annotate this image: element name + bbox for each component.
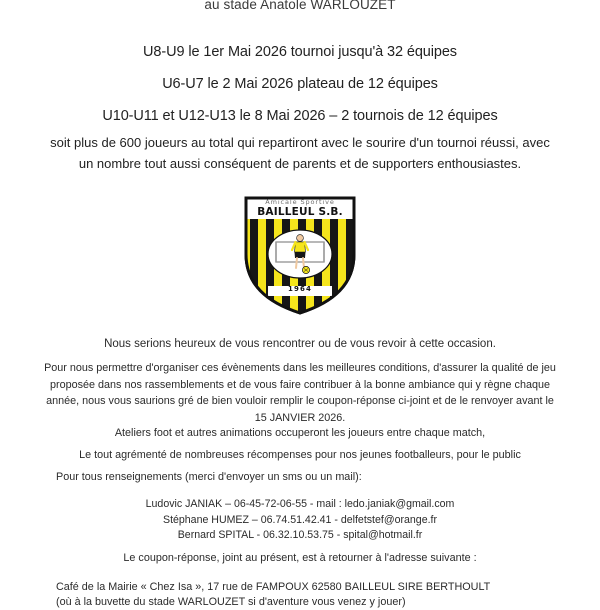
shield-icon <box>238 192 362 316</box>
club-crest-shield <box>238 192 362 316</box>
contacts-block <box>0 497 600 544</box>
tournament-dates-block <box>0 44 600 140</box>
closing-paragraph: Le coupon-réponse, joint au présent, est à retourner à l'adresse suivante : <box>123 552 477 564</box>
address-line-2: (où à la buvette du stade WARLOUZET si d'aventure vous venez y jouer) <box>56 596 406 608</box>
crest-subtitle: Amicale Sportive <box>265 198 335 206</box>
return-address <box>56 580 596 610</box>
crest-founding-year: 1964 <box>288 285 312 293</box>
summary-paragraph: soit plus de 600 joueurs au total qui repartiront avec le sourire d'un tournoi réussi, avec un nombre tout aussi conséquent de parents et de supporters enthousiastes. <box>50 135 550 171</box>
rewards-paragraph: Le tout agrémenté de nombreuses récompenses pour nos jeunes footballeurs, pour le public <box>79 449 521 461</box>
address-line-1: Café de la Mairie « Chez Isa », 17 rue de FAMPOUX 62580 BAILLEUL SIRE BERTHOULT <box>56 581 491 593</box>
contact-line: Ludovic JANIAK – 06-45-72-06-55 - mail : ledo.janiak@gmail.com <box>145 498 455 510</box>
tournament-date-line: U8-U9 le 1er Mai 2026 tournoi jusqu'à 32 équipes <box>143 44 457 60</box>
greeting-paragraph: Nous serions heureux de vous rencontrer ou de vous revoir à cette occasion. <box>104 338 496 350</box>
activities-paragraph: Ateliers foot et autres animations occuperont les joueurs entre chaque match, <box>114 427 486 439</box>
club-logo <box>0 192 600 316</box>
contact-line: Stéphane HUMEZ – 06.74.51.42.41 - delfetstef@orange.fr <box>163 513 437 526</box>
contact-line: Bernard SPITAL - 06.32.10.53.75 - spital@hotmail.fr <box>177 529 423 541</box>
request-paragraph: Pour nous permettre d'organiser ces évènements dans les meilleures conditions, d'assurer la qualité de jeu proposée dans nos rassemblements et de vous faire contribuer à la bonne ambiance qui y règne chaque année, nous vous saurions gré de bien vouloir remplir le coupon-réponse ci-joint et de le renvoyer avant le 15 JANVIER 2026. <box>44 362 556 424</box>
tournament-date-line: U10-U11 et U12-U13 le 8 Mai 2026 – 2 tournois de 12 équipes <box>102 108 498 124</box>
venue-heading: au stade Anatole WARLOUZET <box>204 0 396 12</box>
crest-title: BAILLEUL S.B. <box>257 206 343 218</box>
tournament-date-line: U6-U7 le 2 Mai 2026 plateau de 12 équipes <box>162 76 438 92</box>
info-intro-paragraph: Pour tous renseignements (merci d'envoyer un sms ou un mail): <box>56 471 362 483</box>
